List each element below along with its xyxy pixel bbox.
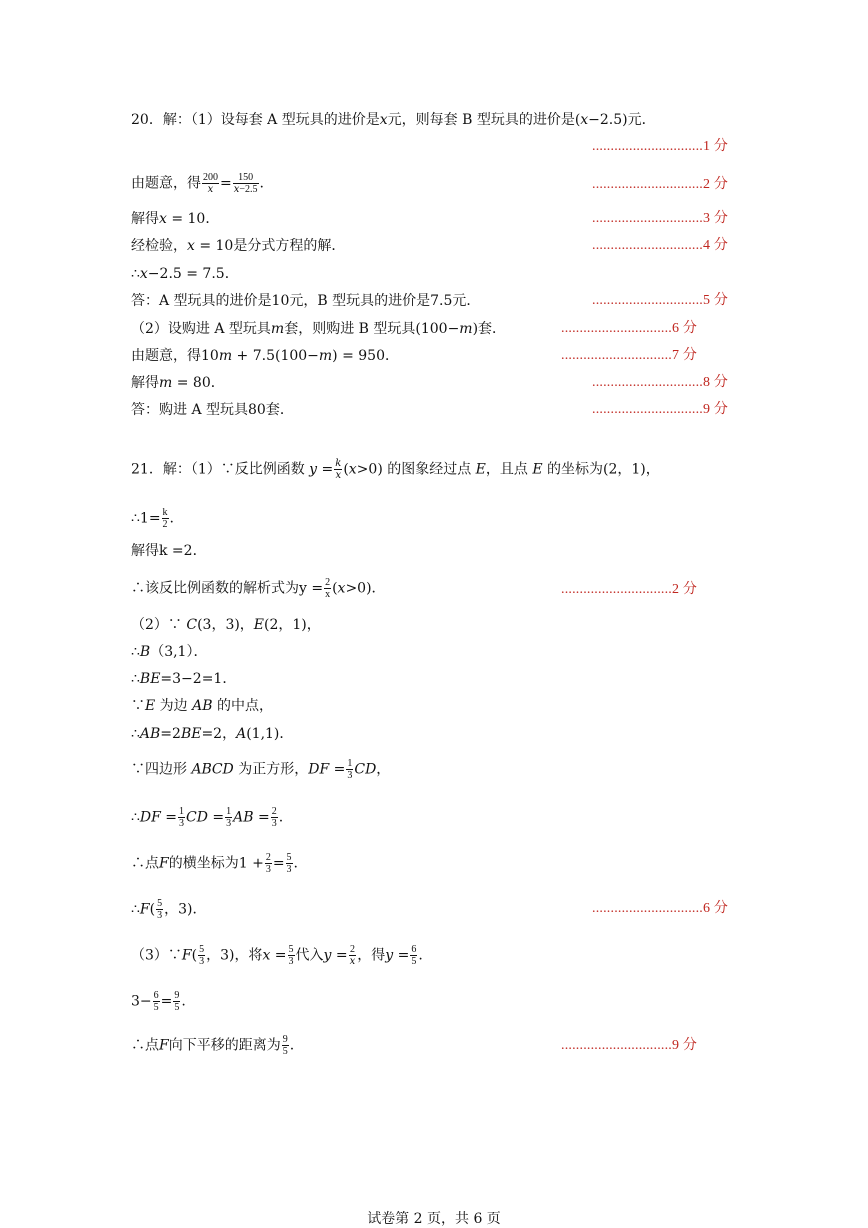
p20-line-8: 由题意，得10𝑚 + 7.5(100−𝑚) = 950．	[131, 348, 399, 364]
numerator: 2	[271, 806, 277, 817]
numerator: 150	[233, 172, 259, 184]
text: ，3)，将𝑥 =	[206, 947, 287, 964]
text: ∴𝐷𝐹 =	[131, 809, 178, 826]
p20-line-5: ∴𝑥−2.5 = 7.5．	[131, 266, 239, 282]
p21-line-14	[131, 944, 423, 967]
text: =	[160, 993, 173, 1010]
p21-line-11	[131, 806, 283, 829]
numerator: 2	[325, 577, 331, 588]
text: ，得𝑦 =	[357, 947, 410, 964]
p21-line-3: 解得k =2．	[131, 543, 207, 559]
text: ，3)．	[164, 901, 207, 918]
numerator: 2	[265, 852, 271, 863]
denominator: 3	[265, 864, 271, 875]
fraction	[410, 944, 417, 967]
p20-line-4: 经检验，𝑥 = 10是分式方程的解．	[131, 238, 346, 254]
text: .	[278, 809, 284, 826]
denominator: 5	[174, 1002, 180, 1013]
p20-line-6: 答：A 型玩具的进价是10元，B 型玩具的进价是7.5元．	[131, 293, 481, 309]
p20-line-7: （2）设购进 A 型玩具𝑚套，则购进 B 型玩具(100−𝑚)套．	[131, 321, 507, 337]
score-mark: ..............................9 分	[592, 402, 729, 417]
p21-line-1	[131, 458, 660, 481]
p21-line-9: ∴𝐴𝐵=2𝐵𝐸=2，𝐴(1,1)．	[131, 726, 294, 742]
fraction	[265, 852, 272, 875]
fraction	[282, 1034, 289, 1057]
score-mark: ..............................1 分	[592, 139, 729, 154]
text: （3）∵𝐹(	[131, 947, 198, 964]
score-mark: ..............................6 分	[592, 901, 729, 916]
p21-line-5: （2）∵ 𝐶(3，3)，𝐸(2，1)，	[131, 617, 321, 633]
text: 𝐶𝐷 =	[186, 809, 225, 826]
text: ∵四边形 𝐴𝐵𝐶𝐷 为正方形，𝐷𝐹 =	[131, 761, 346, 778]
denominator: 3	[157, 910, 163, 921]
text: 𝐶𝐷，	[354, 761, 391, 778]
denominator: 5	[411, 956, 417, 967]
text: 代入𝑦 =	[295, 947, 348, 964]
numerator: 5	[286, 852, 292, 863]
numerator: 5	[157, 898, 163, 909]
p21-line-12	[131, 852, 298, 875]
p21-line-10	[131, 758, 390, 781]
score-mark: ..............................4 分	[592, 238, 729, 253]
denominator: 5	[153, 1002, 159, 1013]
text: .	[259, 175, 264, 192]
denominator: 𝑥	[335, 470, 342, 481]
numerator: 5	[288, 944, 294, 955]
fraction	[178, 806, 185, 829]
fraction	[349, 944, 357, 967]
p21-line-7: ∴𝐵𝐸=3−2=1．	[131, 671, 237, 687]
text: =	[272, 855, 285, 872]
text: .	[289, 1037, 295, 1054]
fraction	[225, 806, 232, 829]
denominator: 3	[226, 818, 232, 829]
denominator: 3	[199, 956, 205, 967]
fraction	[288, 944, 295, 967]
text: ∴点𝐹向下平移的距离为	[131, 1037, 281, 1054]
fraction	[198, 944, 205, 967]
text: 3−	[131, 993, 152, 1010]
p20-line-3: 解得𝑥 = 10．	[131, 211, 220, 227]
p20-line-9: 解得𝑚 = 80．	[131, 375, 225, 391]
score-mark: ..............................7 分	[561, 348, 698, 363]
p21-line-13	[131, 898, 206, 921]
numerator: 9	[174, 990, 180, 1001]
denominator: 3	[286, 864, 292, 875]
text: 𝐴𝐵 =	[233, 809, 270, 826]
numerator: 2	[349, 944, 355, 955]
numerator: 200	[203, 172, 218, 183]
text: 由题意，得	[131, 175, 201, 192]
fraction	[346, 758, 353, 781]
denominator: 3	[347, 770, 353, 781]
page-footer: 试卷第 2 页，共 6 页	[367, 1211, 501, 1227]
score-mark: ..............................5 分	[592, 293, 729, 308]
fraction	[153, 990, 160, 1013]
fraction	[271, 806, 278, 829]
text: 21．解：（1）∵反比例函数 𝑦 =	[131, 461, 334, 478]
fraction	[202, 172, 219, 195]
numerator: k	[162, 507, 168, 518]
denominator: 𝑥	[207, 184, 214, 195]
denominator: 3	[179, 818, 185, 829]
numerator: 5	[199, 944, 205, 955]
p21-line-16	[131, 1034, 294, 1057]
fraction	[286, 852, 293, 875]
text: .	[418, 947, 423, 964]
p20-line-2	[131, 172, 264, 195]
numerator: 1	[226, 806, 232, 817]
score-mark: ..............................8 分	[592, 375, 729, 390]
denominator: 𝑥−2.5	[233, 184, 258, 195]
text: (𝑥>0)．	[332, 580, 386, 597]
numerator: 1	[179, 806, 185, 817]
text: ∴该反比例函数的解析式为y =	[131, 580, 324, 597]
score-mark: ..............................2 分	[561, 582, 698, 597]
score-mark: ..............................9 分	[561, 1038, 698, 1053]
score-mark: ..............................2 分	[592, 177, 729, 192]
p21-line-2	[131, 507, 174, 530]
fraction	[162, 507, 169, 530]
numerator: 9	[282, 1034, 288, 1045]
numerator: 6	[411, 944, 417, 955]
text: .	[181, 993, 186, 1010]
score-mark: ..............................6 分	[561, 321, 698, 336]
numerator: 𝑘	[335, 458, 342, 469]
fraction	[334, 458, 342, 481]
text: ∴点𝐹的横坐标为1 +	[131, 855, 264, 872]
p21-line-8: ∵𝐸 为边 𝐴𝐵 的中点，	[131, 698, 273, 714]
p21-line-6: ∴𝐵（3,1）．	[131, 644, 208, 660]
denominator: 2	[162, 519, 168, 530]
fraction	[156, 898, 163, 921]
p21-line-15	[131, 990, 186, 1013]
text: .	[169, 510, 174, 527]
denominator: 3	[271, 818, 277, 829]
text: (𝑥>0) 的图象经过点 𝐸，且点 𝐸 的坐标为(2，1)，	[343, 461, 660, 478]
denominator: 5	[282, 1046, 288, 1057]
fraction	[324, 577, 331, 600]
denominator: x	[325, 589, 331, 600]
p20-line-1: 20．解：（1）设每套 A 型玩具的进价是𝑥元，则每套 B 型玩具的进价是(𝑥−2.5)元．	[131, 112, 656, 128]
numerator: 1	[347, 758, 353, 769]
text: =	[220, 175, 232, 192]
denominator: 3	[288, 956, 294, 967]
fraction	[233, 172, 259, 195]
text: .	[293, 855, 298, 872]
p21-line-4	[131, 577, 386, 600]
score-mark: ..............................3 分	[592, 211, 729, 226]
text: ∴𝐹(	[131, 901, 156, 918]
denominator: 𝑥	[349, 956, 356, 967]
p20-line-10: 答：购进 A 型玩具80套．	[131, 402, 294, 418]
numerator: 6	[153, 990, 159, 1001]
fraction	[173, 990, 180, 1013]
text: ∴1=	[131, 510, 161, 527]
